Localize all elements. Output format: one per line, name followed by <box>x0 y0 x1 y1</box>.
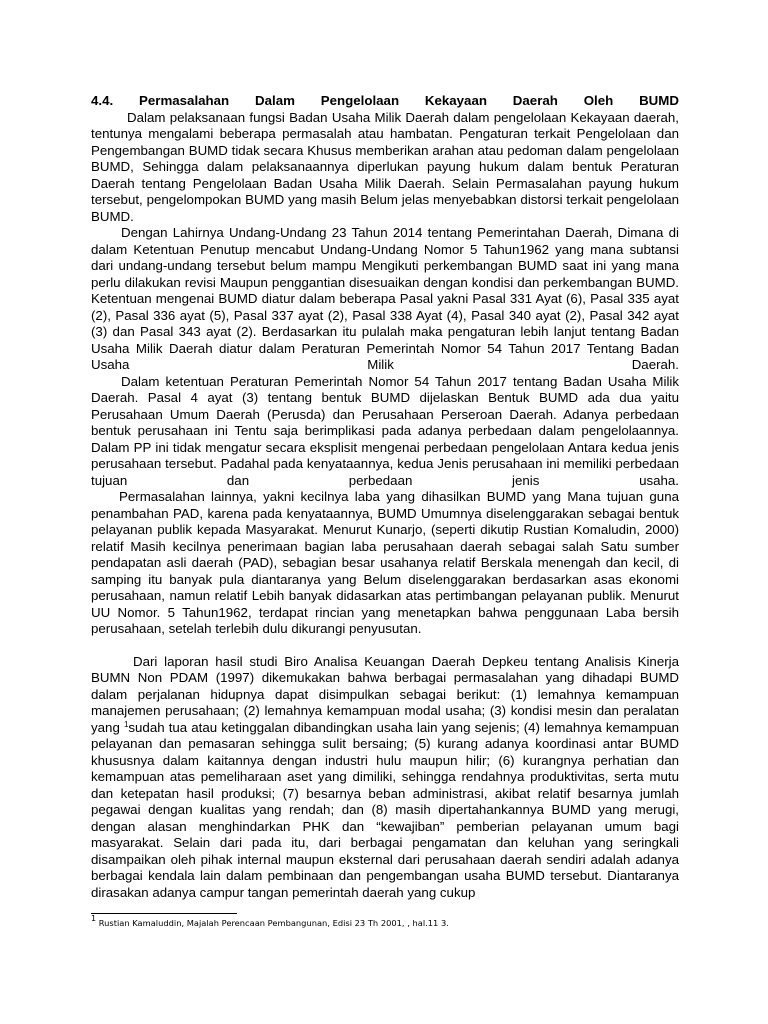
paragraph-text: sudah tua atau ketinggalan dibandingkan usaha lain yang sejenis; (4) lemahnya kemampuan pelayanan dan pemasaran sehingga sulit bersaing; (5) kurang adanya koordinasi antar BUMD khususnya dalam kaitannya dengan industri hulu maupun hilir; (6) kurangnya perhatian dan kemampuan atas pemeliharaan aset yang dimiliki, sehingga rendahnya produktivitas, serta mutu dan ketepatan hasil produksi; (7) besarnya beban administrasi, akibat relatif besarnya jumlah pegawai dengan kualitas yang rendah; dan (8) masih dipertahankannya BUMD yang merugi, dengan alasan menghindarkan PHK dan “kewajiban” pemberian pelayanan umum bagi masyarakat. Selain dari pada itu, dari berbagai pengamatan dan keluhan yang seringkali disampaikan oleh pihak internal maupun eksternal dari perusahaan daerah sendiri adalah adanya berbagai kendala lain dalam pembinaan dan pengembangan usaha BUMD tersebut. Diantaranya dirasakan adanya campur tangan pemerintah daerah yang cukup <box>91 719 679 900</box>
footnote-text: Rustian Kamaluddin, Majalah Perencaan Pembangunan, Edisi 23 Th 2001, , hal.11 3. <box>98 918 449 928</box>
paragraph-text: Dari laporan hasil studi Biro Analisa Keuangan Daerah Depkeu tentang Analisis Kinerja BUMN Non PDAM (1997) dikemukakan bahwa berbagai permasalahan yang dihadapi BUMD dalam perjalanan hidupnya dapat disimpulkan sebagai berikut: (1) lemahnya kemampuan manajemen perusahaan; (2) lemahnya kemampuan modal usaha; (3) kondisi mesin dan peralatan yang <box>91 653 679 735</box>
footnote-separator <box>91 913 237 914</box>
paragraph: Dengan Lahirnya Undang-Undang 23 Tahun 2014 tentang Pemerintahan Daerah, Dimana di dalam Ketentuan Penutup mencabut Undang-Undang Nomor 5 Tahun1962 yang mana subtansi dari undang-undang tersebut belum mampu Mengikuti perkembangan BUMD saat ini yang mana perlu dilakukan revisi Maupun penggantian disesuaikan dengan kondisi dan perkembangan BUMD. Ketentuan mengenai BUMD diatur dalam beberapa Pasal yakni Pasal 331 Ayat (6), Pasal 335 ayat (2), Pasal 336 ayat (5), Pasal 337 ayat (2), Pasal 338 Ayat (4), Pasal 340 ayat (2), Pasal 342 ayat (3) dan Pasal 343 ayat (2). Berdasarkan itu pulalah maka pengaturan lebih lanjut tentang Badan Usaha Milik Daerah diatur dalam Peraturan Pemerintah Nomor 54 Tahun 2017 Tentang Badan Usaha Milik Daerah. <box>91 225 679 372</box>
heading-number: 4.4. <box>91 93 114 108</box>
paragraph-gap <box>91 638 679 654</box>
heading-word: BUMD <box>639 93 679 108</box>
heading-word: Pengelolaan <box>320 93 400 108</box>
document-page <box>91 93 679 901</box>
paragraph: Dalam ketentuan Peraturan Pemerintah Nomor 54 Tahun 2017 tentang Badan Usaha Milik Daerah. Pasal 4 ayat (3) tentang bentuk BUMD dijelaskan Bentuk BUMD ada dua yaitu Perusahaan Umum Daerah (Perusda) dan Perusahaan Perseroan Daerah. Adanya perbedaan bentuk perusahaan ini Tentu saja berimplikasi pada adanya perbedaan dalam pengelolaannya. Dalam PP ini tidak mengatur secara eksplisit mengenai perbedaan pengelolaan Antara kedua jenis perusahaan tersebut. Padahal pada kenyataannya, kedua Jenis perusahaan ini memiliki perbedaan tujuan dan perbedaan jenis usaha. <box>91 373 679 488</box>
paragraph: Permasalahan lainnya, yakni kecilnya laba yang dihasilkan BUMD yang Mana tujuan guna penambahan PAD, karena pada kenyataannya, BUMD Umumnya diselenggarakan sebagai bentuk pelayanan publik kepada Masyarakat. Menurut Kunarjo, (seperti dikutip Rustian Komaludin, 2000) relatif Masih kecilnya penerimaan bagian laba perusahaan daerah sebagai salah Satu sumber pendapatan asli daerah (PAD), sebagian besar usahanya relatif Berskala menengah dan kecil, di samping itu banyak pula diantaranya yang Belum diselenggarakan berdasarkan asas ekonomi perusahaan, namun relatif Lebih banyak didasarkan atas pertimbangan pelayanan publik. Menurut UU Nomor. 5 Tahun1962, terdapat rincian yang menetapkan bahwa penggunaan Laba bersih perusahaan, setelah terlebih dulu dikurangi penyusutan. <box>91 489 679 636</box>
paragraph: Dalam pelaksanaan fungsi Badan Usaha Milik Daerah dalam pengelolaan Kekayaan daerah, tentunya mengalami beberapa permasalah atau hambatan. Pengaturan terkait Pengelolaan dan Pengembangan BUMD tidak secara Khusus memberikan arahan atau pedoman dalam pengelolaan BUMD, Sehingga dalam pelaksanaannya diperlukan payung hukum dalam bentuk Peraturan Daerah tentang Pengelolaan Badan Usaha Milik Daerah. Selain Permasalahan payung hukum tersebut, pengelompokan BUMD yang masih Belum jelas menyebabkan distorsi terkait pengelolaan BUMD. <box>91 109 679 224</box>
footnote <box>91 914 449 929</box>
section-heading <box>91 93 679 110</box>
paragraph-with-footnote <box>91 654 679 902</box>
heading-word: Oleh <box>583 93 614 108</box>
heading-word: Dalam <box>255 93 295 108</box>
heading-word: Daerah <box>512 93 558 108</box>
heading-word: Kekayaan <box>424 93 487 108</box>
footnote-reference[interactable]: 1 <box>123 719 129 729</box>
heading-word: Permasalahan <box>139 93 230 108</box>
footnote-marker: 1 <box>91 914 97 923</box>
